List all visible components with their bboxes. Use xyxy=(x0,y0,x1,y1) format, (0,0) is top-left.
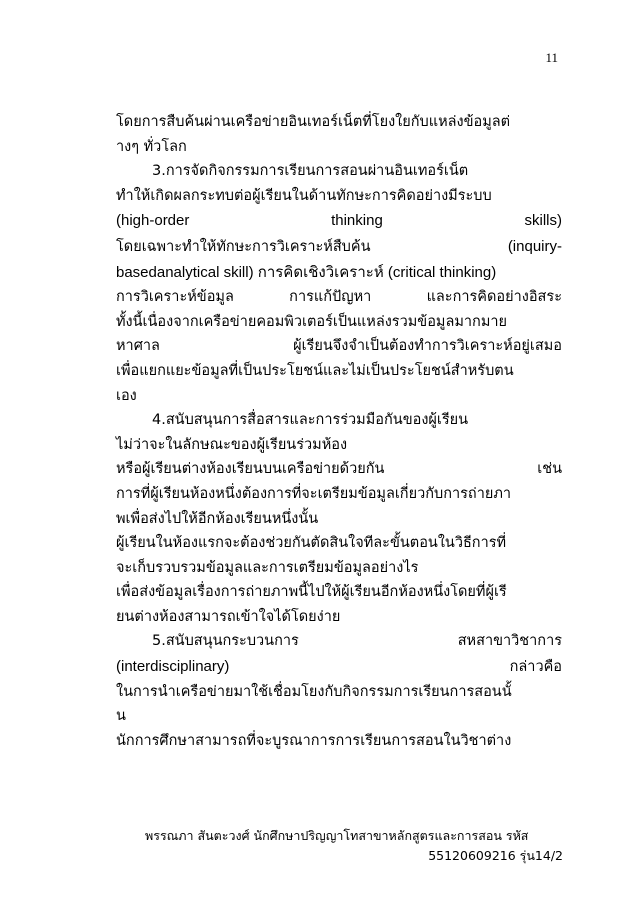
text-segment: skills) xyxy=(524,212,562,230)
body-text xyxy=(116,110,562,753)
text-line: ยนต่างห้องสามารถเข้าใจได้โดยง่าย xyxy=(116,608,341,625)
text-line: ผู้เรียนในห้องแรกจะต้องช่วยกันตัดสินใจทีละขั้นตอนในวิธีการที่ xyxy=(116,535,507,552)
text-line xyxy=(116,334,562,359)
text-segment: thinking xyxy=(331,212,383,230)
page-footer xyxy=(145,826,563,866)
text-segment: เช่น xyxy=(537,461,562,478)
text-segment: หาศาล xyxy=(116,338,160,355)
text-segment: กล่าวคือ xyxy=(509,659,562,676)
footer-author-line: พรรณภา สันตะวงศ์ นักศึกษาปริญญาโทสาขาหลักสูตรและการสอน รหัส xyxy=(145,828,529,843)
text-line: ทั้งนี้เนื่องจากเครือข่ายคอมพิวเตอร์เป็นแหล่งรวมข้อมูลมากมาย xyxy=(116,313,508,330)
text-line: างๆ ทั่วโลก xyxy=(116,138,187,155)
text-segment: (high-order xyxy=(116,212,190,230)
text-segment: การแก้ปัญหา xyxy=(289,289,372,306)
page-number: 11 xyxy=(545,50,558,65)
text-line: พเพื่อส่งไปให้อีกห้องเรียนหนึ่งนั้น xyxy=(116,510,319,527)
text-line: เพื่อแยกแยะข้อมูลที่เป็นประโยชน์และไม่เป็นประโยชน์สำหรับตน xyxy=(116,362,514,379)
text-line xyxy=(116,655,562,680)
text-line xyxy=(116,457,562,482)
text-line xyxy=(116,235,562,260)
text-line: เพื่อส่งข้อมูลเรื่องการถ่ายภาพนี้ไปให้ผู้เรียนอีกห้องหนึ่งโดยที่ผู้เรี xyxy=(116,584,507,601)
text-segment: หรือผู้เรียนต่างห้องเรียนบนเครือข่ายด้วยกัน xyxy=(116,461,385,478)
text-line: ในการนำเครือข่ายมาใช้เชื่อมโยงกับกิจกรรมการเรียนการสอนนั้ xyxy=(116,683,512,700)
text-segment: และการคิดอย่างอิสระ xyxy=(426,289,562,306)
text-line: basedanalytical skill) การคิดเชิงวิเคราะห์ (critical thinking) xyxy=(116,263,497,281)
text-line xyxy=(116,209,562,234)
text-line: เอง xyxy=(116,387,137,404)
text-segment: 5.สนับสนุนกระบวนการ xyxy=(152,633,299,650)
text-segment: ผู้เรียนจึงจำเป็นต้องทำการวิเคราะห์อยู่เสมอ xyxy=(293,338,562,355)
section-5-heading xyxy=(116,629,562,654)
text-line: โดยการสืบค้นผ่านเครือข่ายอินเทอร์เน็ตที่โยงใยกับแหล่งข้อมูลต่ xyxy=(116,114,511,130)
text-segment: สหสาขาวิชาการ xyxy=(457,633,562,650)
text-segment: (interdisciplinary) xyxy=(116,658,230,676)
text-line xyxy=(116,285,562,310)
section-3-heading: 3.การจัดกิจกรรมการเรียนการสอนผ่านอินเทอร์เน็ต xyxy=(152,163,469,180)
text-line: จะเก็บรวบรวมข้อมูลและการเตรียมข้อมูลอย่างไร xyxy=(116,559,419,576)
text-line: นักการศึกษาสามารถที่จะบูรณาการการเรียนการสอนในวิชาต่าง xyxy=(116,732,512,749)
text-line: การที่ผู้เรียนห้องหนึ่งต้องการที่จะเตรียมข้อมูลเกี่ยวกับการถ่ายภา xyxy=(116,485,512,502)
text-segment: (inquiry- xyxy=(507,237,562,255)
text-segment: การวิเคราะห์ข้อมูล xyxy=(116,289,234,306)
text-line: ไม่ว่าจะในลักษณะของผู้เรียนร่วมห้อง xyxy=(116,436,348,453)
text-line: ทำให้เกิดผลกระทบต่อผู้เรียนในด้านทักษะการคิดอย่างมีระบบ xyxy=(116,187,492,204)
text-segment: โดยเฉพาะทำให้ทักษะการวิเคราะห์สืบค้น xyxy=(116,238,371,255)
footer-id-line: 55120609216 รุ่น14/2 xyxy=(428,848,563,863)
section-4-heading: 4.สนับสนุนการสื่อสารและการร่วมมือกันของผู้เรียน xyxy=(152,412,469,429)
text-line: น xyxy=(116,708,126,725)
